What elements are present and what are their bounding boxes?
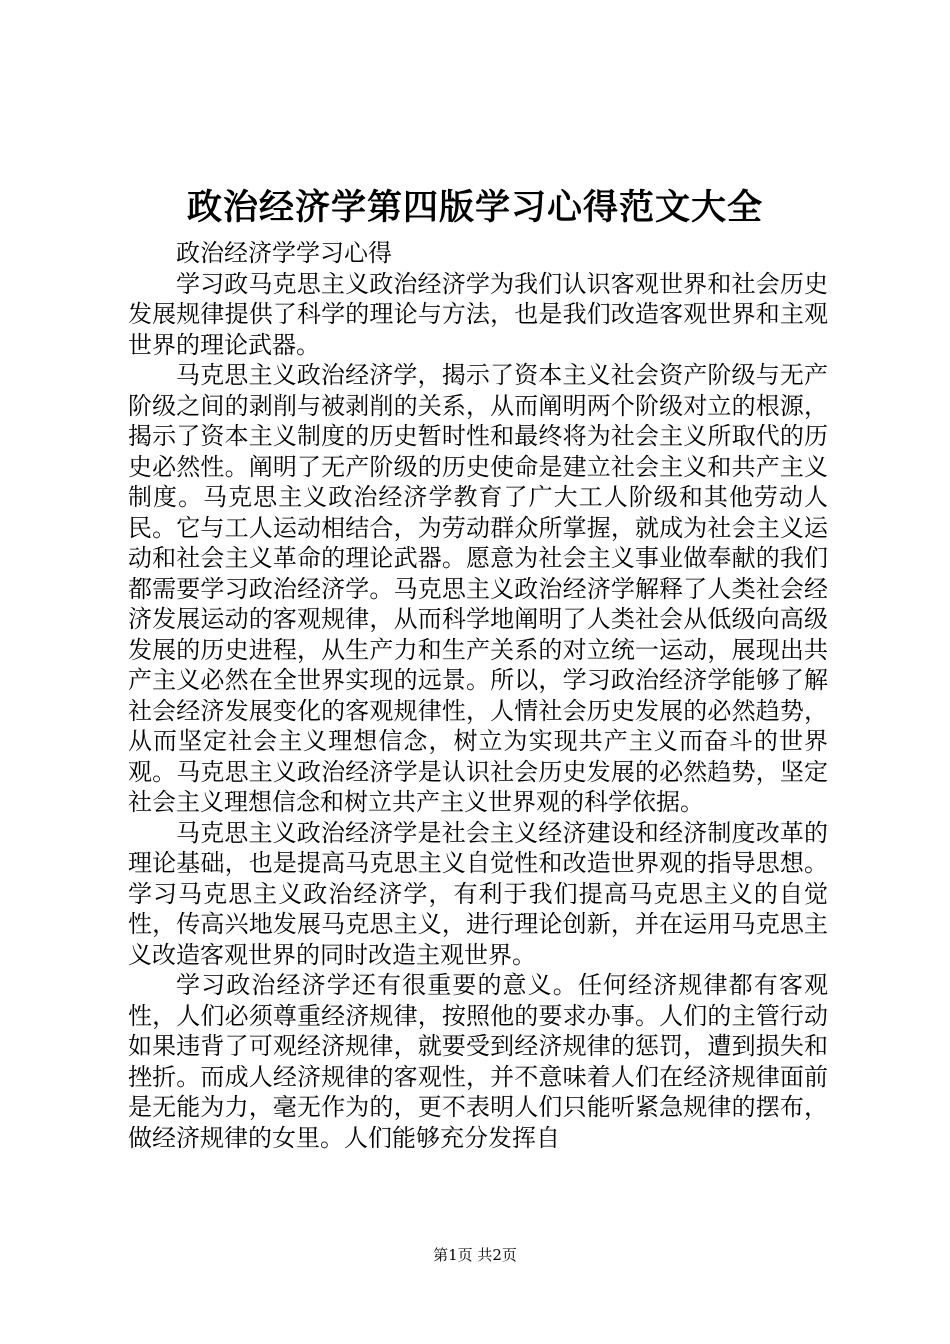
paragraph-heading: 政治经济学学习心得 bbox=[176, 239, 392, 267]
page-number-footer: 第1页 共2页 bbox=[433, 1246, 517, 1264]
paragraph: 马克思主义政治经济学是社会主义经济建设和经济制度改革的理论基础，也是提高马克思主义自觉性和改造世界观的指导思想。学习马克思主义政治经济学，有利于我们提高马克思主义的自觉性，传高兴地发展马克思主义，进行理论创新，并在运用马克思主义改造客观世界的同时改造主观世界。 bbox=[128, 818, 828, 969]
paragraph: 马克思主义政治经济学，揭示了资本主义社会资产阶级与无产阶级之间的剥削与被剥削的关系，从而阐明两个阶级对立的根源，揭示了资本主义制度的历史暂时性和最终将为社会主义所取代的历史必然性。阐明了无产阶级的历史使命是建立社会主义和共产主义制度。马克思主义政治经济学教育了广大工人阶级和其他劳动人民。它与工人运动相结合，为劳动群众所掌握，就成为社会主义运动和社会主义革命的理论武器。愿意为社会主义事业做奉献的我们都需要学习政治经济学。马克思主义政治经济学解释了人类社会经济发展运动的客观规律，从而科学地阐明了人类社会从低级向高级发展的历史进程，从生产力和生产关系的对立统一运动，展现出共产主义必然在全世界实现的远景。所以，学习政治经济学能够了解社会经济发展变化的客观规律性，人情社会历史发展的必然趋势，从而坚定社会主义理想信念，树立为实现共产主义而奋斗的世界观。马克思主义政治经济学是认识社会历史发展的必然趋势，坚定社会主义理想信念和树立共产主义世界观的科学依据。 bbox=[128, 361, 828, 816]
document-body bbox=[128, 238, 828, 1153]
paragraph: 学习政治经济学还有很重要的意义。任何经济规律都有客观性，人们必须尊重经济规律，按照他的要求办事。人们的主管行动如果违背了可观经济规律，就要受到经济规律的惩罚，遭到损失和挫折。而成人经济规律的客观性，并不意味着人们在经济规律面前是无能为力，毫无作为的，更不表明人们只能听紧急规律的摆布，做经济规律的女里。人们能够充分发挥自 bbox=[128, 971, 828, 1152]
paragraph: 学习政马克思主义政治经济学为我们认识客观世界和社会历史发展规律提供了科学的理论与方法，也是我们改造客观世界和主观世界的理论武器。 bbox=[128, 269, 828, 359]
document-title: 政治经济学第四版学习心得范文大全 bbox=[186, 187, 763, 228]
